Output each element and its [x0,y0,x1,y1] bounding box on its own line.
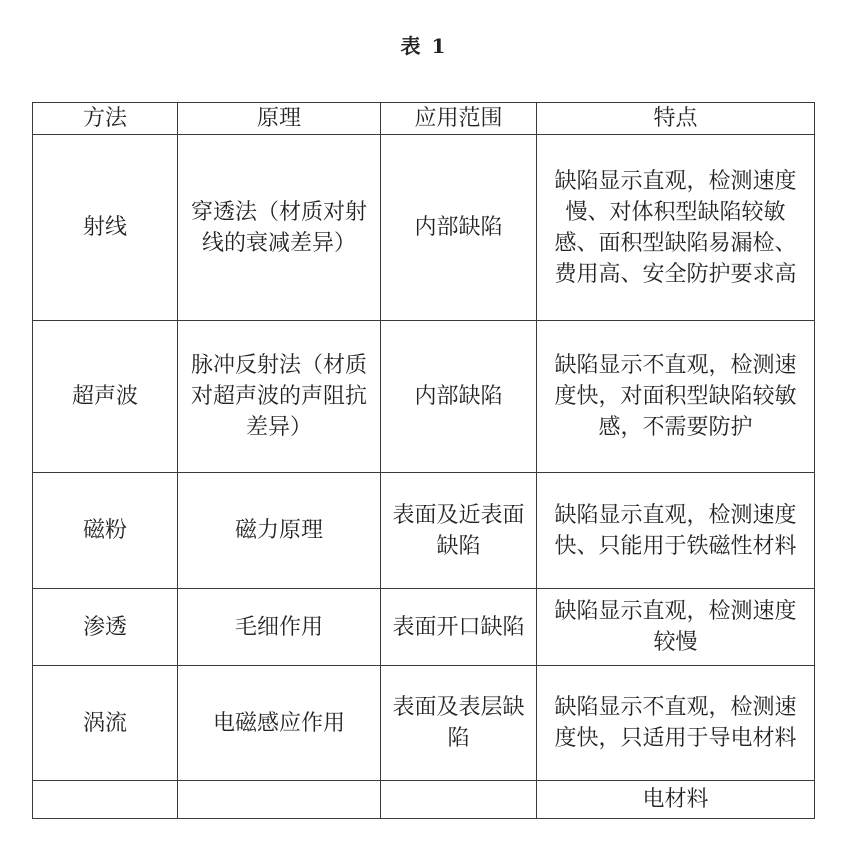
features-cell: 缺陷显示直观，检测速度快、只能用于铁磁性材料 [537,473,815,589]
scope-cell [381,781,537,819]
table-row [33,473,815,589]
table-header-row [33,103,815,135]
scope-cell: 内部缺陷 [381,321,537,473]
features-cell: 电材料 [537,781,815,819]
principle-cell: 毛细作用 [178,589,381,666]
method-cell [33,781,178,819]
principle-cell: 电磁感应作用 [178,666,381,781]
method-cell: 超声波 [33,321,178,473]
principle-cell: 磁力原理 [178,473,381,589]
features-cell: 缺陷显示直观，检测速度较慢 [537,589,815,666]
method-cell: 磁粉 [33,473,178,589]
features-cell: 缺陷显示不直观，检测速度快，对面积型缺陷较敏感，不需要防护 [537,321,815,473]
header-scope: 应用范围 [381,103,537,135]
header-features: 特点 [537,103,815,135]
scope-cell: 表面及表层缺陷 [381,666,537,781]
scope-cell: 表面开口缺陷 [381,589,537,666]
features-cell: 缺陷显示直观，检测速度慢、对体积型缺陷较敏感、面积型缺陷易漏检、费用高、安全防护要求高 [537,135,815,321]
principle-cell: 脉冲反射法（材质对超声波的声阻抗差异） [178,321,381,473]
table-row [33,781,815,819]
method-cell: 射线 [33,135,178,321]
table-row [33,666,815,781]
header-method: 方法 [33,103,178,135]
method-cell: 涡流 [33,666,178,781]
principle-cell: 穿透法（材质对射线的衰减差异） [178,135,381,321]
table-row [33,321,815,473]
header-principle: 原理 [178,103,381,135]
ndt-methods-table [32,102,815,819]
method-cell: 渗透 [33,589,178,666]
scope-cell: 表面及近表面缺陷 [381,473,537,589]
features-cell: 缺陷显示不直观，检测速度快，只适用于导电材料 [537,666,815,781]
principle-cell [178,781,381,819]
table-row [33,135,815,321]
scope-cell: 内部缺陷 [381,135,537,321]
table-row [33,589,815,666]
table-caption: 表 1 [400,34,448,58]
